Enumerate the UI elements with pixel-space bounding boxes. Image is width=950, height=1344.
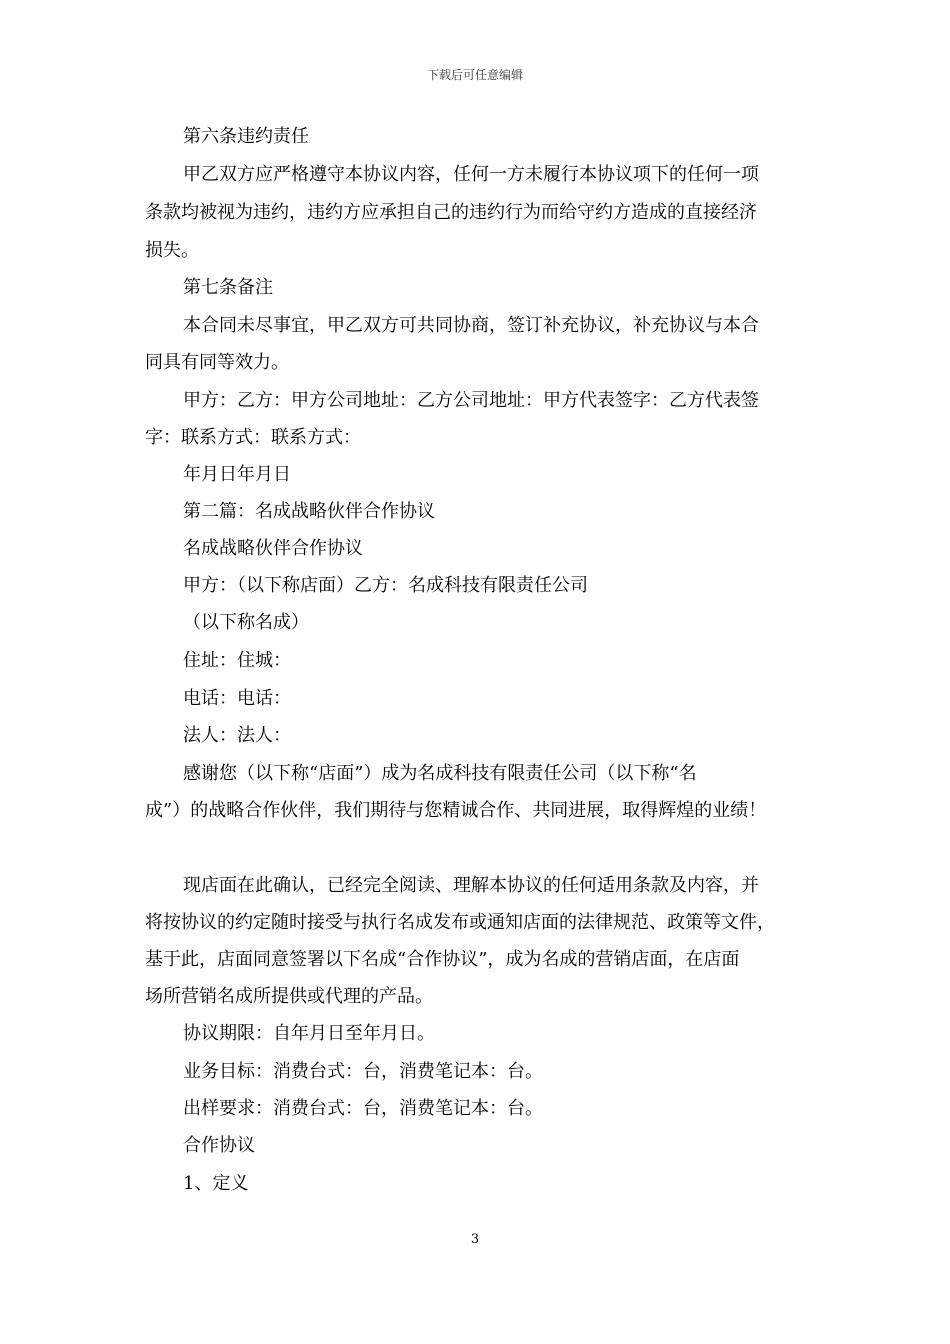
term-line: 协议期限：自年月日至年月日。 <box>183 1023 435 1044</box>
party-line: 甲方：（以下称店面）乙方：名成科技有限责任公司 <box>183 575 588 596</box>
target-line: 业务目标：消费台式：台，消费笔记本：台。 <box>183 1061 543 1082</box>
phone-line: 电话：电话： <box>183 688 291 709</box>
section-heading: 第二篇：名成战略伙伴合作协议 <box>183 501 435 522</box>
paragraph-line: 将按协议的约定随时接受与执行名成发布或通知店面的法律规范、政策等文件， <box>145 912 775 933</box>
article-7-heading: 第七条备注 <box>183 277 273 298</box>
paragraph-line: 损失。 <box>145 240 199 261</box>
sample-line: 出样要求：消费台式：台，消费笔记本：台。 <box>183 1098 543 1119</box>
paragraph-line: 感谢您（以下称“店面”）成为名成科技有限责任公司（以下称“名 <box>183 763 697 784</box>
paragraph-line: 场所营销名成所提供或代理的产品。 <box>145 986 433 1007</box>
date-line: 年月日年月日 <box>183 464 291 485</box>
definition-heading: 1、定义 <box>183 1173 249 1194</box>
paragraph-line: 同具有同等效力。 <box>145 352 289 373</box>
party-line: （以下称名成） <box>183 612 309 633</box>
paragraph-line: 条款均被视为违约，违约方应承担自己的违约行为而给守约方造成的直接经济 <box>145 202 757 223</box>
agreement-title: 名成战略伙伴合作协议 <box>183 538 363 559</box>
address-line: 住址：住城： <box>183 650 291 671</box>
article-6-heading: 第六条违约责任 <box>183 126 309 147</box>
page-header: 下载后可任意编辑 <box>426 68 523 82</box>
page-number: 3 <box>470 1232 480 1247</box>
section-heading: 合作协议 <box>183 1135 255 1156</box>
paragraph-line: 成”）的战略合作伙伴，我们期待与您精诚合作、共同进展，取得辉煌的业绩！ <box>145 800 767 821</box>
signature-line: 甲方：乙方：甲方公司地址：乙方公司地址：甲方代表签字：乙方代表签 <box>183 390 759 411</box>
signature-line: 字：联系方式：联系方式： <box>145 427 361 448</box>
paragraph-line: 本合同未尽事宜，甲乙双方可共同协商，签订补充协议，补充协议与本合 <box>183 315 759 336</box>
legal-person-line: 法人：法人： <box>183 725 291 746</box>
paragraph-line: 甲乙双方应严格遵守本协议内容，任何一方未履行本协议项下的任何一项 <box>183 164 759 185</box>
paragraph-line: 现店面在此确认，已经完全阅读、理解本协议的任何适用条款及内容，并 <box>183 875 759 896</box>
paragraph-line: 基于此，店面同意签署以下名成“合作协议”，成为名成的营销店面，在店面 <box>145 949 740 970</box>
